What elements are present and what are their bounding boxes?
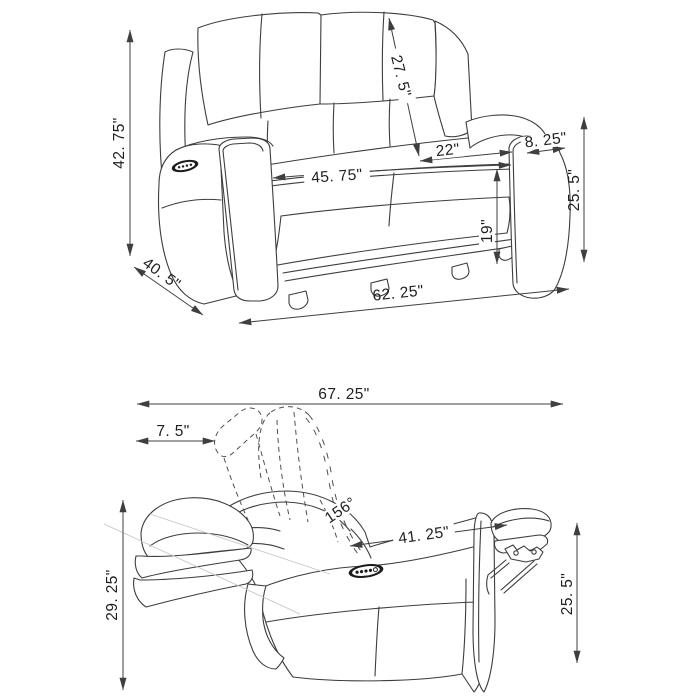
right-arm-front-slab	[509, 136, 570, 298]
reclined-length-label: 67. 25"	[318, 386, 370, 403]
dim-seat-width	[273, 165, 511, 187]
wall-clearance-label: 7. 5"	[156, 423, 190, 440]
seat-back-height-label: 25. 5"	[559, 572, 576, 616]
loveseat-back-cushions	[198, 12, 472, 137]
overall-width-label: 62. 25"	[371, 282, 425, 305]
seat-width-label: 45. 75"	[310, 166, 364, 187]
dim-reclined-length	[137, 386, 563, 404]
loveseat-figure	[111, 12, 584, 323]
back-right-corner-panel	[434, 21, 472, 137]
headrest-extension	[491, 509, 551, 553]
dim-wall-clearance	[136, 423, 215, 441]
reclined-height-label: 29. 25"	[104, 569, 121, 621]
back-length-label: 27. 5"	[387, 53, 414, 99]
seat-height-label: 19"	[479, 219, 496, 243]
dim-seat-depth	[420, 140, 512, 161]
arm-width-label: 8. 25"	[523, 129, 568, 152]
dim-seat-back-height	[559, 523, 577, 663]
recline-angle-label: 156°	[322, 494, 360, 528]
overall-depth-label: 40. 5"	[139, 254, 184, 294]
overall-height-label: 42. 75"	[111, 117, 128, 169]
dim-overall-height	[111, 30, 130, 256]
arm-height-label: 25. 5"	[566, 168, 583, 212]
reclined-back-length-label: 41. 25"	[397, 523, 451, 548]
recliner-figure	[104, 386, 577, 692]
recliner-back-side-profile	[473, 513, 495, 692]
seat-depth-label: 22"	[435, 140, 461, 161]
back-cushion-right	[320, 12, 436, 104]
